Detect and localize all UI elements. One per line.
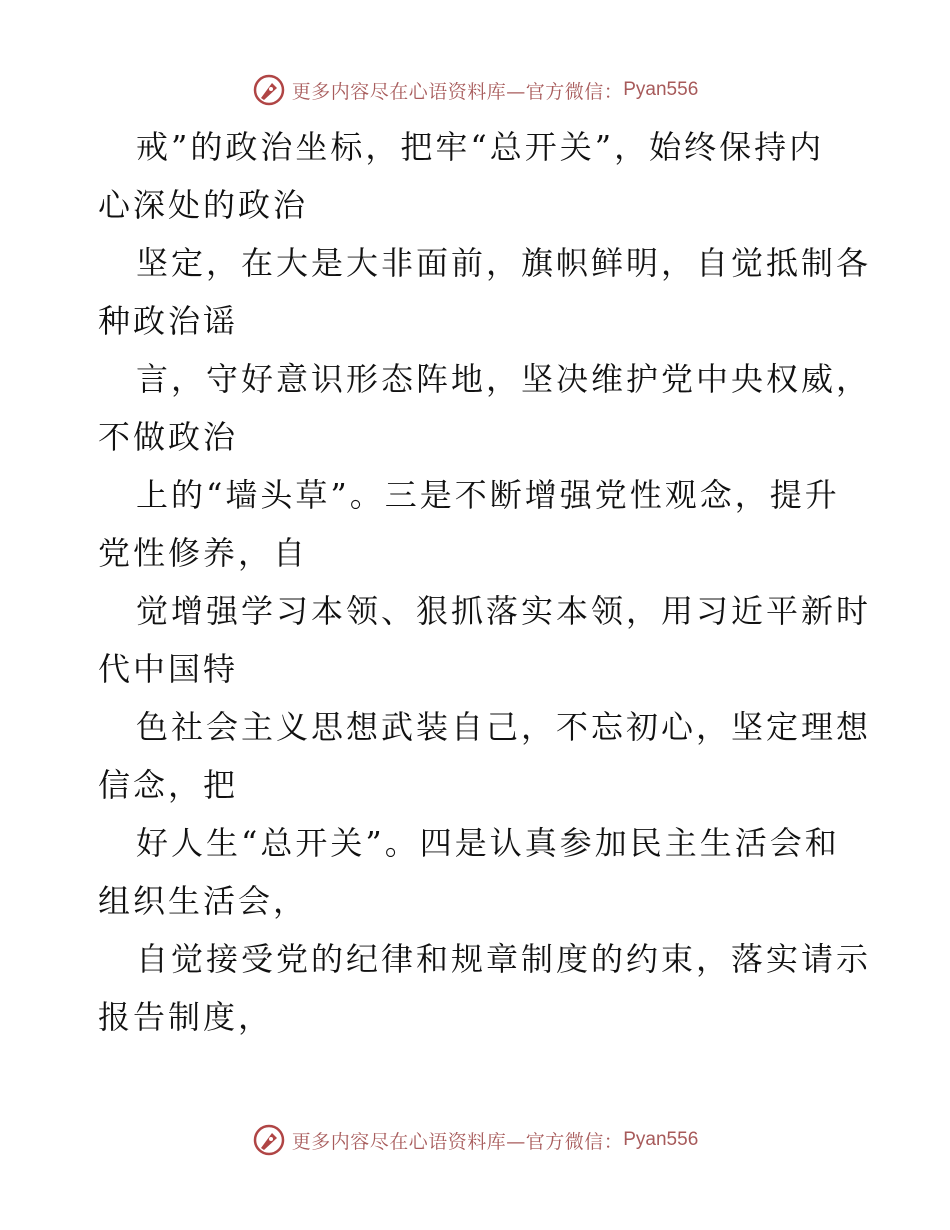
paragraph-line: 戒”的政治坐标，把牢“总开关”，始终保持内 (136, 128, 825, 166)
paragraph-line: 上的“墙头草”。三是不断增强党性观念，提升 (136, 476, 840, 514)
paragraph-line: 代中国特 (98, 650, 239, 688)
pen-nib-circle-icon (252, 73, 286, 107)
paragraph (98, 814, 858, 930)
paragraph-line: 党性修养，自 (98, 534, 309, 572)
paragraph-line: 信念，把 (98, 766, 239, 804)
paragraph-line: 觉增强学习本领、狠抓落实本领，用习近平新时 (136, 592, 872, 630)
watermark-text: 更多内容尽在心语资料库—官方微信： (291, 1130, 624, 1153)
paragraph-line: 坚定，在大是大非面前，旗帜鲜明，自觉抵制各 (136, 244, 872, 282)
paragraph-line: 好人生“总开关”。四是认真参加民主生活会和 (136, 824, 840, 862)
paragraph (98, 118, 858, 234)
paragraph-line: 种政治谣 (98, 302, 239, 340)
document-body (98, 118, 872, 1046)
paragraph-line: 色社会主义思想武装自己，不忘初心，坚定理想 (136, 708, 872, 746)
paragraph-line: 自觉接受党的纪律和规章制度的约束，落实请示 (136, 940, 872, 978)
paragraph-line: 报告制度， (98, 998, 274, 1036)
paragraph (98, 930, 872, 1046)
paragraph (98, 582, 872, 698)
pen-nib-circle-icon (252, 1123, 286, 1157)
watermark-text: 更多内容尽在心语资料库—官方微信： (291, 80, 624, 103)
watermark-id: Pyan556 (623, 1129, 699, 1150)
paragraph-line: 心深处的政治 (98, 186, 309, 224)
header-watermark (0, 70, 950, 110)
paragraph (98, 350, 872, 466)
footer-watermark (0, 1120, 950, 1160)
paragraph (98, 234, 872, 350)
paragraph-line: 组织生活会， (98, 882, 309, 920)
watermark-id: Pyan556 (623, 79, 699, 100)
paragraph-line: 不做政治 (98, 418, 239, 456)
paragraph (98, 698, 872, 814)
paragraph (98, 466, 858, 582)
paragraph-line: 言，守好意识形态阵地，坚决维护党中央权威， (136, 360, 872, 398)
